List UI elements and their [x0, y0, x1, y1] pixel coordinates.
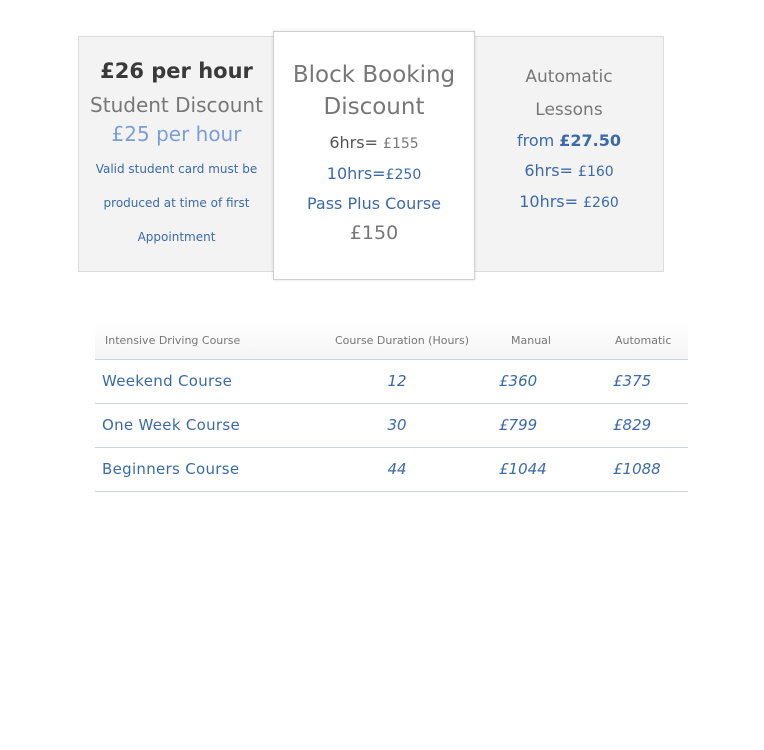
block-10hrs-label: 10hrs=: [326, 164, 386, 183]
automatic-6hrs-row: [475, 161, 663, 180]
pass-plus-label: Pass Plus Course: [306, 194, 441, 213]
header-course: Intensive Driving Course: [95, 323, 310, 359]
intensive-course-table: [95, 323, 688, 492]
course-duration: 12: [310, 359, 494, 403]
course-duration: 44: [310, 447, 494, 491]
automatic-10hrs-price: £260: [583, 195, 619, 211]
automatic-6hrs-price: £160: [578, 164, 614, 180]
hourly-price: £26 per hour: [100, 59, 253, 83]
automatic-title-line-2: Lessons: [535, 100, 603, 120]
table-header-row: [95, 323, 688, 359]
course-name: Beginners Course: [95, 447, 310, 491]
block-booking-title-line-2: Discount: [323, 94, 425, 120]
header-automatic: Automatic: [600, 323, 688, 359]
automatic-from-label: from: [516, 131, 555, 150]
automatic-price: £1088: [600, 447, 688, 491]
pass-plus-price: £150: [349, 222, 399, 244]
student-note-line-3: Appointment: [137, 230, 216, 244]
manual-price: £799: [494, 403, 600, 447]
table-row: [95, 447, 688, 491]
student-note-line-1: Valid student card must be: [95, 162, 258, 176]
automatic-6hrs-label: 6hrs=: [524, 161, 573, 180]
automatic-price: £829: [600, 403, 688, 447]
student-discount-price: £25 per hour: [111, 122, 242, 146]
course-duration: 30: [310, 403, 494, 447]
block-booking-title-line-1: Block Booking: [292, 62, 456, 88]
block-6hrs-row: [274, 133, 474, 152]
automatic-from-price: £27.50: [559, 131, 622, 150]
automatic-lessons-card: [474, 36, 664, 272]
block-10hrs-row: [274, 164, 474, 183]
automatic-price: £375: [600, 359, 688, 403]
student-note-line-2: produced at time of first: [103, 196, 250, 210]
automatic-from-row: [475, 131, 663, 150]
header-manual: Manual: [494, 323, 600, 359]
block-6hrs-label: 6hrs=: [329, 133, 378, 152]
student-discount-card: [78, 36, 275, 272]
course-name: One Week Course: [95, 403, 310, 447]
header-duration: Course Duration (Hours): [310, 323, 494, 359]
table-row: [95, 403, 688, 447]
manual-price: £1044: [494, 447, 600, 491]
automatic-10hrs-row: [475, 192, 663, 211]
block-6hrs-price: £155: [383, 136, 419, 152]
student-discount-title: Student Discount: [90, 93, 263, 117]
automatic-title-line-1: Automatic: [525, 67, 613, 87]
course-name: Weekend Course: [95, 359, 310, 403]
block-10hrs-price: £250: [385, 167, 422, 183]
manual-price: £360: [494, 359, 600, 403]
table-row: [95, 359, 688, 403]
automatic-10hrs-label: 10hrs=: [519, 192, 579, 211]
block-booking-card: [273, 31, 475, 280]
